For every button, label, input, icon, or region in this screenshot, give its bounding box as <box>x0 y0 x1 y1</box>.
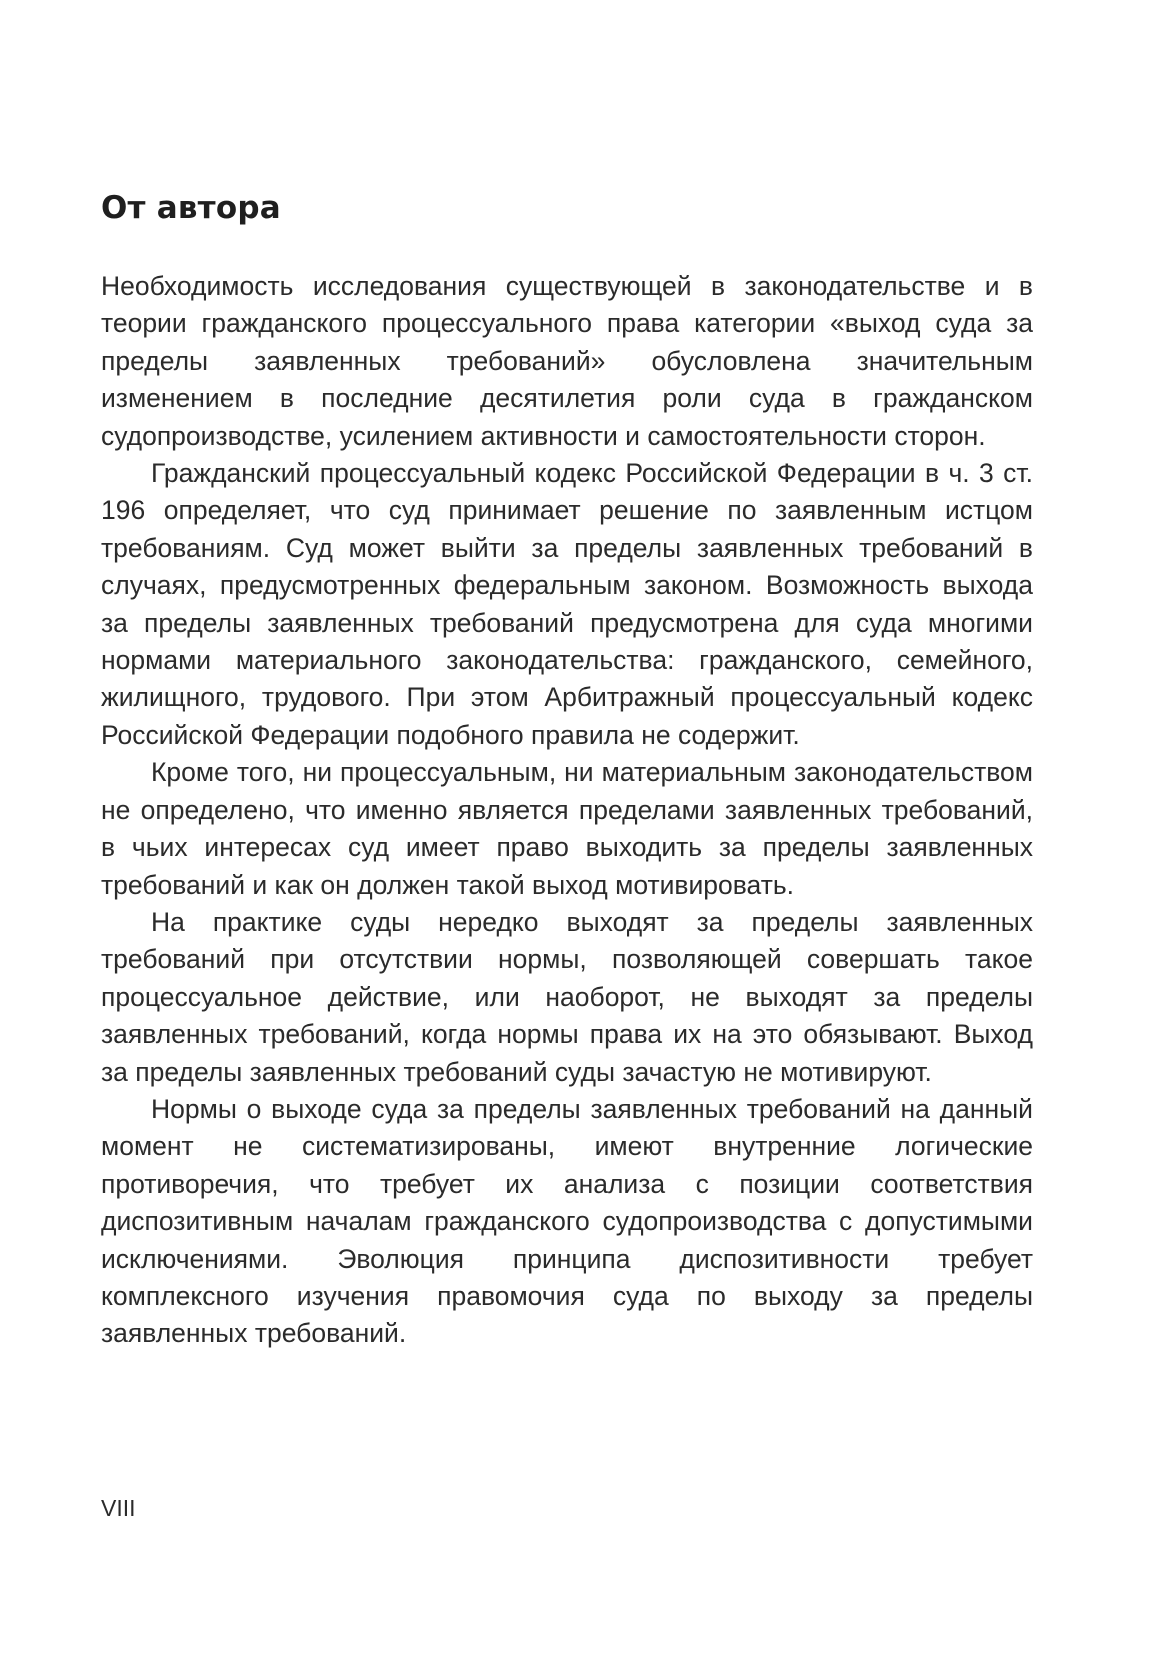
paragraph-5: Нормы о выходе суда за пределы заявленных требований на данный момент не систематизированы, имеют внутренние логические противоречия, что требует их анализа с позиции соответствия диспозитивным началам гражданского судопроизводства с допустимыми исключениями. Эволюция принципа диспозитивности требует комплексного изучения правомочия суда по выходу за пределы заявленных требований. <box>101 1093 1033 1349</box>
body-text <box>101 268 1033 1353</box>
paragraph-3: Кроме того, ни процессуальным, ни материальным законодательством не определено, что именно является пределами заявленных требований, в чьих интересах суд имеет право выходить за пределы заявленных требований и как он должен такой выход мотивировать. <box>101 757 1033 900</box>
paragraph-4: На практике суды нередко выходят за пределы заявленных требований при отсутствии нормы, позволяющей совершать такое процессуальное действие, или наоборот, не выходят за пределы заявленных требований, когда нормы права их на это обязывают. Выход за пределы заявленных требований суды зачастую не мотивируют. <box>101 906 1033 1087</box>
paragraph-1: Необходимость исследования существующей в законодательстве и в теории гражданского процессуального права категории «выход суда за пределы заявленных требований» обусловлена значительным изменением в последние десятилетия роли суда в гражданском судопроизводстве, усилением активности и самостоятельности сторон. <box>101 271 1033 451</box>
paragraph-2: Гражданский процессуальный кодекс Российской Федерации в ч. 3 ст. 196 определяет, что суд принимает решение по заявленным истцом требованиям. Суд может выйти за пределы заявленных требований в случаях, предусмотренных федеральным законом. Возможность выхода за пределы заявленных требований предусмотрена для суда многими нормами материального законодательства: гражданского, семейного, жилищного, трудового. При этом Арбитражный процессуальный кодекс Российской Федерации подобного правила не содержит. <box>101 458 1033 750</box>
page-number: VIII <box>101 1495 136 1521</box>
section-heading: От автора <box>101 190 281 226</box>
